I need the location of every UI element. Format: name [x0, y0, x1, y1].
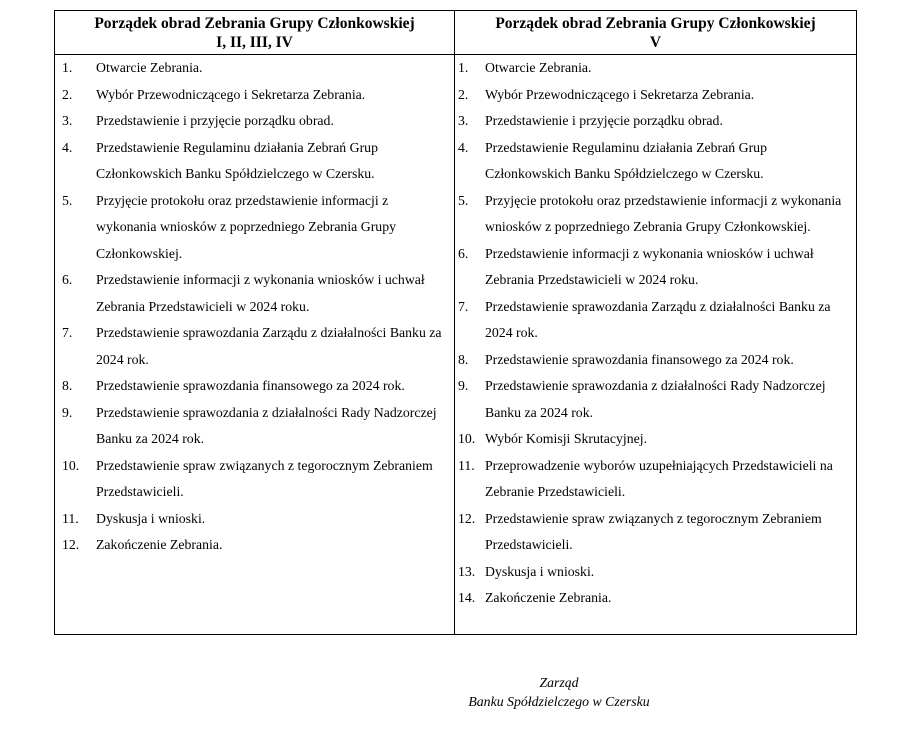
- list-item: [455, 135, 856, 188]
- right-column-body: [455, 55, 857, 635]
- list-item: [455, 373, 856, 426]
- list-item: [55, 135, 454, 188]
- item-text: Przedstawienie Regulaminu działania Zebrań Grup Członkowskich Banku Spółdzielczego w Czersku.: [96, 139, 382, 181]
- list-item: [55, 108, 454, 135]
- list-item: [455, 188, 856, 241]
- list-item: [455, 108, 856, 135]
- list-item: [455, 426, 856, 453]
- list-item: [455, 347, 856, 374]
- list-item: [55, 82, 454, 109]
- list-item: [455, 559, 856, 586]
- item-number: 6.: [62, 272, 73, 287]
- item-text: Przyjęcie protokołu oraz przedstawienie informacji z wykonania wniosków z poprzedniego Zebrania Grupy Członkowskiej.: [96, 192, 400, 261]
- list-item: [455, 585, 856, 612]
- list-item: [455, 453, 856, 506]
- item-text: Zakończenie Zebrania.: [96, 537, 223, 552]
- list-item: [455, 506, 856, 559]
- item-text: Otwarcie Zebrania.: [485, 60, 592, 75]
- item-number: 3.: [62, 113, 73, 128]
- item-text: Przeprowadzenie wyborów uzupełniających Przedstawicieli na Zebranie Przedstawicieli.: [485, 457, 837, 499]
- list-item: [55, 320, 454, 373]
- item-text: Wybór Przewodniczącego i Sekretarza Zebrania.: [485, 86, 755, 102]
- item-number: 12.: [458, 510, 476, 526]
- body-row: [55, 55, 857, 635]
- item-number: 1.: [62, 60, 73, 75]
- signature-line2: Banku Spółdzielczego w Czersku: [468, 694, 650, 709]
- list-item: [455, 82, 856, 109]
- item-number: 10.: [62, 457, 80, 473]
- item-number: 11.: [62, 510, 79, 526]
- item-text: Przedstawienie i przyjęcie porządku obrad.: [96, 113, 334, 128]
- left-column-body: [55, 55, 455, 635]
- item-number: 1.: [458, 60, 469, 75]
- item-number: 7.: [62, 325, 73, 340]
- item-number: 9.: [62, 404, 73, 420]
- item-number: 8.: [458, 351, 469, 367]
- item-text: Otwarcie Zebrania.: [96, 60, 203, 75]
- item-number: 12.: [62, 537, 80, 552]
- item-text: Przedstawienie sprawozdania Zarządu z działalności Banku za 2024 rok.: [485, 298, 834, 340]
- item-text: Przedstawienie sprawozdania z działalności Rady Nadzorczej Banku za 2024 rok.: [96, 404, 441, 446]
- left-column-header: [55, 11, 455, 55]
- left-agenda-list: [55, 55, 454, 559]
- item-number: 2.: [62, 86, 73, 102]
- item-number: 3.: [458, 113, 469, 128]
- list-item: [55, 400, 454, 453]
- item-text: Przedstawienie sprawozdania Zarządu z działalności Banku za 2024 rok.: [96, 325, 445, 367]
- right-header-line2: V: [649, 34, 662, 51]
- item-text: Dyskusja i wnioski.: [485, 563, 595, 579]
- item-number: 13.: [458, 563, 476, 579]
- item-text: Przedstawienie spraw związanych z tegorocznym Zebraniem Przedstawicieli.: [96, 457, 440, 499]
- item-number: 8.: [62, 378, 73, 393]
- item-text: Zakończenie Zebrania.: [485, 590, 612, 605]
- left-header-line1: Porządek obrad Zebrania Grupy Członkowskiej: [94, 15, 415, 32]
- list-item: [55, 55, 454, 82]
- item-number: 2.: [458, 86, 469, 102]
- item-text: Wybór Komisji Skrutacyjnej.: [485, 431, 648, 446]
- item-number: 14.: [458, 590, 476, 605]
- item-number: 5.: [62, 192, 73, 208]
- left-header-line2: I, II, III, IV: [216, 34, 293, 51]
- item-number: 5.: [458, 192, 469, 208]
- item-text: Przedstawienie spraw związanych z tegorocznym Zebraniem Przedstawicieli.: [485, 510, 829, 552]
- header-row: [55, 11, 857, 55]
- list-item: [55, 373, 454, 400]
- right-agenda-list: [455, 55, 856, 612]
- list-item: [55, 267, 454, 320]
- list-item: [55, 532, 454, 559]
- list-item: [455, 294, 856, 347]
- item-text: Wybór Przewodniczącego i Sekretarza Zebrania.: [96, 86, 366, 102]
- list-item: [455, 55, 856, 82]
- item-text: Przedstawienie informacji z wykonania wniosków i uchwał Zebrania Przedstawicieli w 2024 roku.: [96, 272, 429, 314]
- right-header-line1: Porządek obrad Zebrania Grupy Członkowskiej: [495, 15, 816, 32]
- list-item: [55, 453, 454, 506]
- list-item: [455, 241, 856, 294]
- signature-line1: Zarząd: [539, 675, 579, 690]
- item-text: Przedstawienie sprawozdania finansowego za 2024 rok.: [485, 351, 794, 367]
- item-text: Przedstawienie sprawozdania finansowego za 2024 rok.: [96, 378, 405, 393]
- item-text: Przedstawienie Regulaminu działania Zebrań Grup Członkowskich Banku Spółdzielczego w Czersku.: [485, 139, 771, 181]
- agenda-table: [54, 10, 857, 635]
- right-column-header: [455, 11, 857, 55]
- item-text: Przedstawienie sprawozdania z działalności Rady Nadzorczej Banku za 2024 rok.: [485, 378, 830, 420]
- item-number: 11.: [458, 457, 475, 473]
- item-text: Przedstawienie informacji z wykonania wniosków i uchwał Zebrania Przedstawicieli w 2024 roku.: [485, 245, 818, 287]
- item-text: Przyjęcie protokołu oraz przedstawienie informacji z wykonania wniosków z poprzedniego Zebrania Grupy Członkowskiej.: [485, 192, 845, 234]
- item-number: 9.: [458, 378, 469, 393]
- list-item: [55, 506, 454, 533]
- item-number: 4.: [62, 139, 73, 155]
- item-number: 10.: [458, 431, 476, 446]
- item-number: 7.: [458, 298, 469, 314]
- signature-block: [456, 673, 662, 711]
- item-text: Dyskusja i wnioski.: [96, 510, 206, 526]
- item-text: Przedstawienie i przyjęcie porządku obrad.: [485, 113, 723, 128]
- list-item: [55, 188, 454, 268]
- item-number: 6.: [458, 245, 469, 261]
- item-number: 4.: [458, 139, 469, 155]
